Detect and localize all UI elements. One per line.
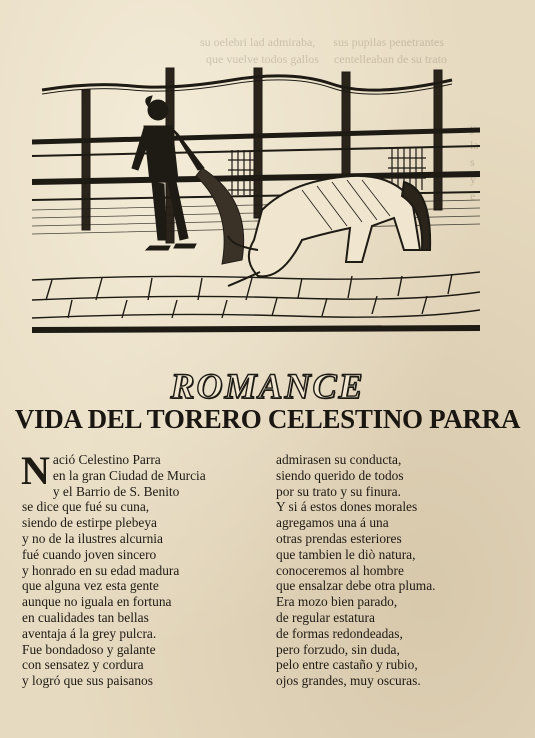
show-through-text: su oelebri lad admiraba, sus pupilas penetrantes que vuelve todos gallos centelleaban de su trato [200,35,447,66]
left-column [21,448,277,689]
verse-line: agregamos una á una [276,515,389,531]
page-title: ROMANCE [170,366,365,406]
verse-line: siendo de estirpe plebeya [22,515,157,531]
verse-line: y el Barrio de S. Benito [52,483,180,499]
verse-line: ació Celestino Parra [52,452,161,467]
verse-line: de formas redondeadas, [276,625,403,641]
verse-line: Era mozo bien parado, [276,594,398,610]
verse-line: Y si á estos dones morales [276,499,418,515]
verse-line: ojos grandes, muy oscuras. [276,673,421,689]
verse-line: y honrado en su edad madura [22,562,180,578]
bullfight-woodcut-illustration [32,50,480,342]
verse-line: siendo querido de todos [276,467,404,483]
verse-line: por su trato y su finura. [276,483,401,499]
verse-line: admirasen su conducta, [276,452,402,467]
verse-line: pelo entre castaño y rubio, [276,657,418,673]
verse-line: se dice que fué su cuna, [22,499,150,515]
verse-line: otras prendas esteriores [276,530,402,546]
verse-line: con sensatez y cordura [22,657,144,673]
page-subtitle: VIDA DEL TORERO CELESTINO PARRA [14,404,521,434]
show-through-text-right: y la s y e [470,121,479,203]
verse-line: Fue bondadoso y galante [22,641,156,657]
drop-cap: N [21,448,50,493]
verse-line: de regular estatura [276,609,375,625]
verse-line: que tambien le diò natura, [276,546,416,562]
right-column [276,452,486,689]
verse-line: que ensalzar debe otra pluma. [276,578,436,594]
verse-line: y no de la ilustres alcurnia [22,530,163,546]
verse-line: pero forzudo, sin duda, [276,641,400,657]
verse-line: aventaja á la grey pulcra. [22,625,157,641]
verse-line: y logró que sus paisanos [22,673,153,689]
verse-line: en cualidades tan bellas [22,609,149,625]
verse-line: en la gran Ciudad de Murcia [52,467,206,483]
verse-line: conoceremos al hombre [276,562,404,578]
verse-line: fué cuando joven sincero [22,546,157,562]
verse-line: aunque no iguala en fortuna [22,594,172,610]
verse-line: que alguna vez esta gente [22,578,159,594]
